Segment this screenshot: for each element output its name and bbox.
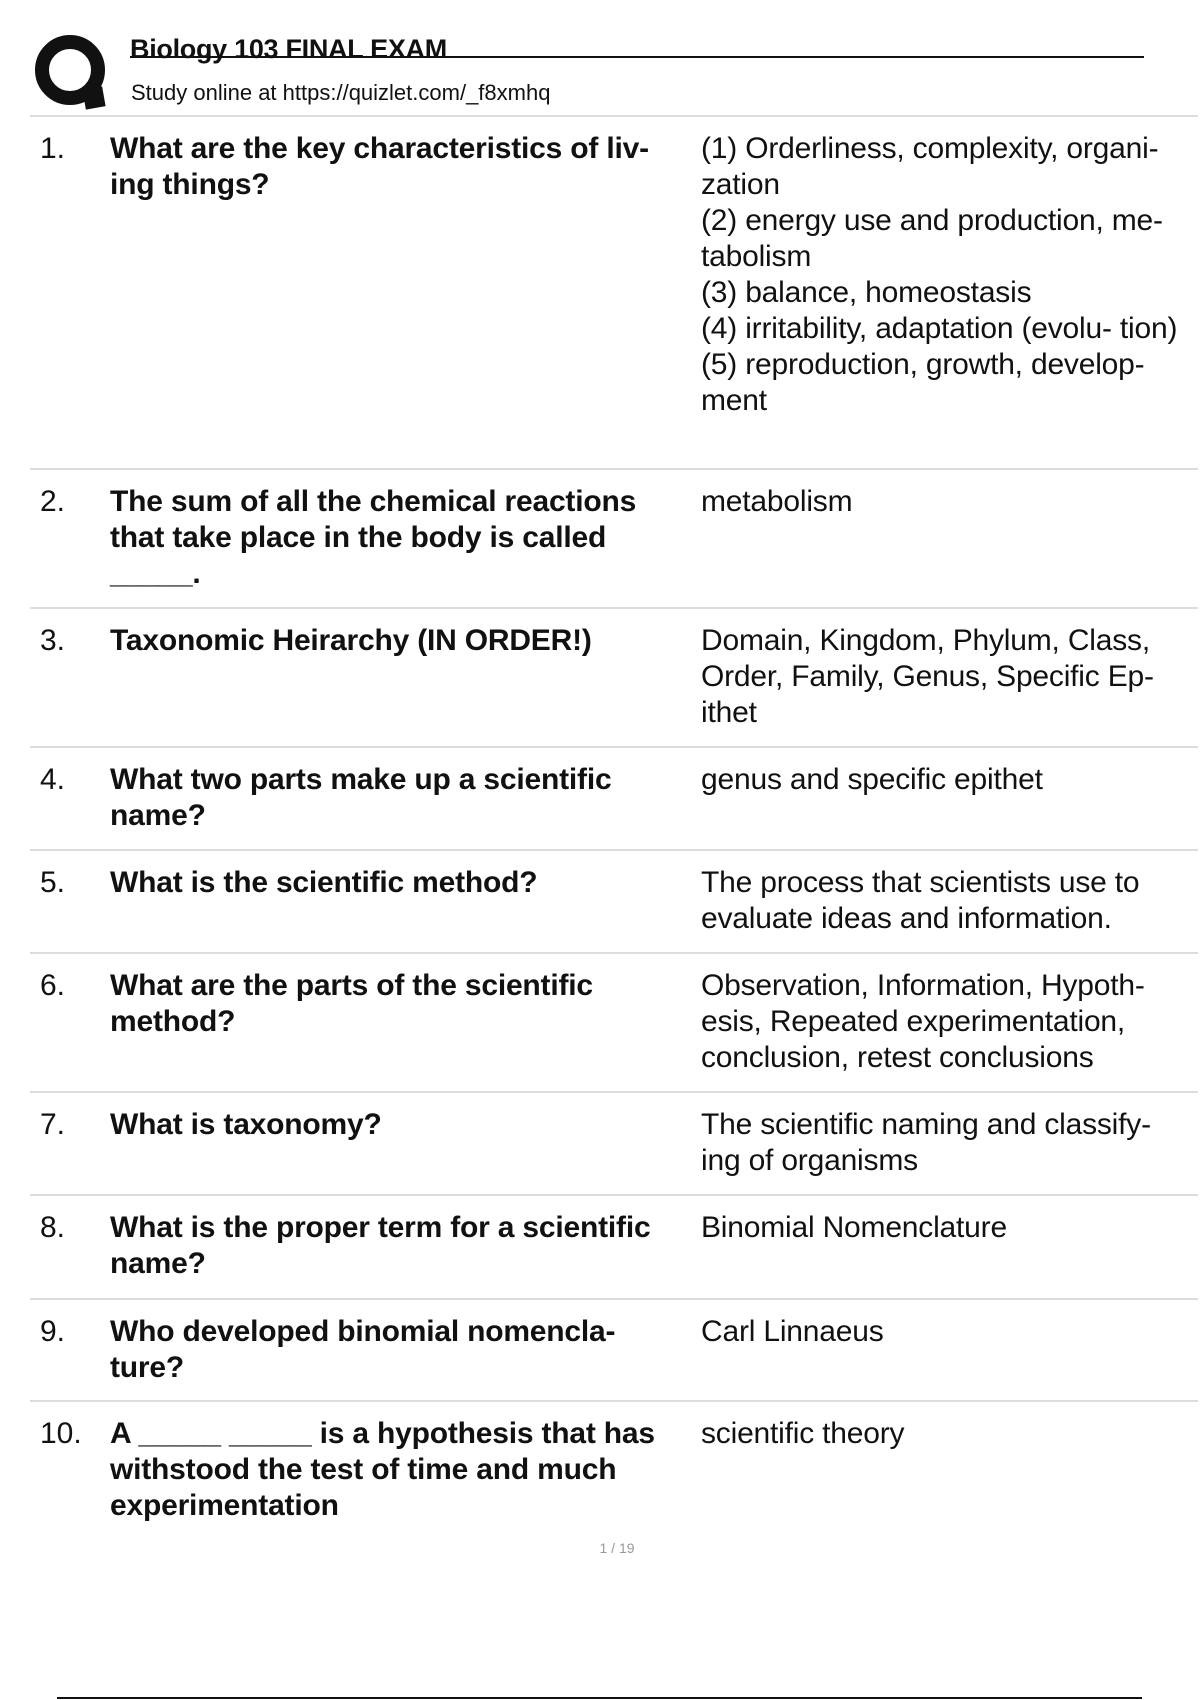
answer-text: Domain, Kingdom, Phylum, Class, Order, Family, Genus, Specific Ep- ithet [701, 624, 1154, 729]
page-header [30, 30, 1150, 120]
answer-text: genus and specific epithet [701, 763, 1043, 796]
qa-row [30, 470, 1198, 609]
answer-text: Observation, Information, Hypoth- esis, Repeated experimentation, conclusion, retest conclusions [701, 969, 1145, 1074]
question-text: What is the scientific method? [110, 866, 538, 899]
question-text: What are the parts of the scientific method? [110, 969, 593, 1038]
answer-text: scientific theory [701, 1417, 905, 1450]
study-link-text: Study online at https://quizlet.com/_f8xmhq [131, 80, 551, 105]
question-number: 5. [40, 866, 66, 899]
question-number: 8. [40, 1211, 66, 1244]
question-text: What are the key characteristics of liv- ing things? [110, 132, 649, 201]
qa-row [30, 609, 1198, 748]
answer-text: Binomial Nomenclature [701, 1211, 1007, 1244]
question-number: 1. [40, 132, 66, 165]
question-number: 3. [40, 624, 66, 657]
question-text: Who developed binomial nomencla- ture? [110, 1315, 616, 1384]
answer-text: metabolism [701, 485, 853, 518]
document-title: Biology 103 FINAL EXAM [130, 34, 447, 64]
qa-row [30, 1402, 1198, 1542]
qa-row [30, 1093, 1198, 1196]
answer-text: The process that scientists use to evaluate ideas and information. [701, 866, 1140, 935]
question-text: A _____ _____ is a hypothesis that has withstood the test of time and much experimentation [110, 1417, 655, 1522]
answer-text: The scientific naming and classify- ing of organisms [701, 1108, 1151, 1177]
question-text: The sum of all the chemical reactions that take place in the body is called _____. [110, 485, 637, 590]
quizlet-q-logo-icon [32, 32, 112, 112]
qa-row [30, 748, 1198, 851]
answer-text: Carl Linnaeus [701, 1315, 884, 1348]
qa-row [30, 1300, 1198, 1402]
question-text: What is taxonomy? [110, 1108, 382, 1141]
question-number: 7. [40, 1108, 66, 1141]
question-number: 4. [40, 763, 66, 796]
question-number: 10. [40, 1417, 82, 1450]
question-answer-list [30, 115, 1198, 1542]
question-text: What is the proper term for a scientific name? [110, 1211, 651, 1280]
qa-row [30, 1196, 1198, 1300]
question-number: 2. [40, 485, 66, 518]
qa-row [30, 851, 1198, 954]
question-text: What two parts make up a scientific name? [110, 763, 612, 832]
page-number: 1 / 19 [599, 1540, 635, 1556]
question-text: Taxonomic Heirarchy (IN ORDER!) [110, 624, 592, 657]
question-number: 6. [40, 969, 66, 1002]
answer-text: (1) Orderliness, complexity, organi- zation (2) energy use and production, me- tabolism (3) balance, homeostasis (4) irritability, adaptation (evolu- tion) (5) reproduction, growth, develop- ment [701, 132, 1178, 417]
question-number: 9. [40, 1315, 66, 1348]
qa-row [30, 117, 1198, 470]
footer-divider [57, 1697, 1142, 1699]
qa-row [30, 954, 1198, 1093]
